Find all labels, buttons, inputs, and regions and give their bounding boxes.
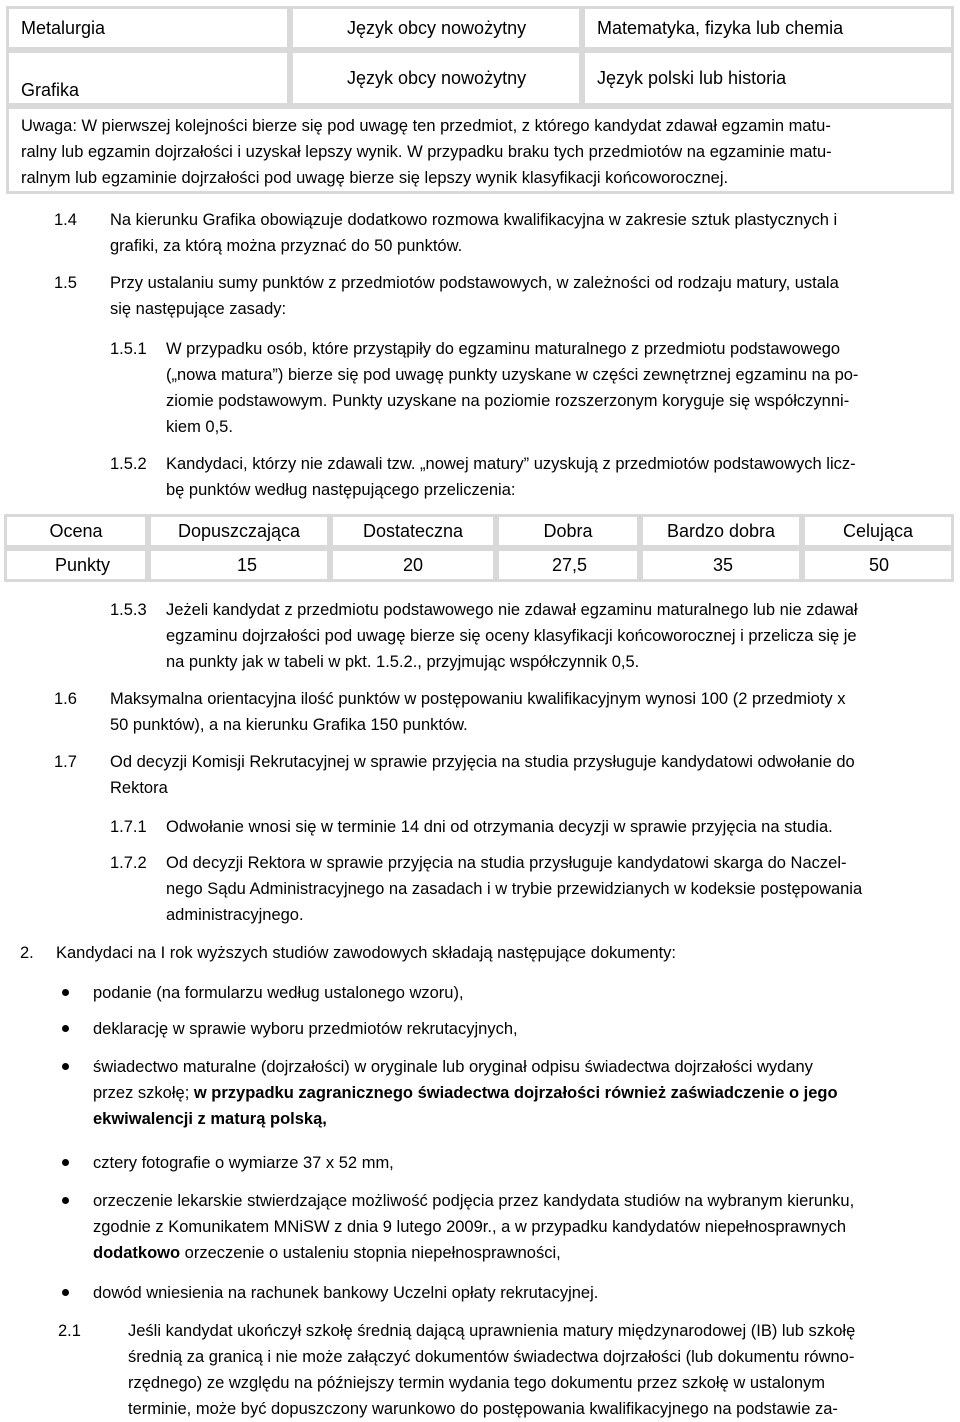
note-line: ralny lub egzamin dojrzałości i uzyskał lepszy wynik. W przypadku braku tych przedmiotów na egzaminie matu- <box>21 143 832 161</box>
list-item-text: cztery fotografie o wymiarze 37 x 52 mm, <box>93 1154 394 1172</box>
paragraph-line: terminie, może być dopuszczony warunkowo do postępowania kwalifikacyjnego na podstawie za- <box>128 1400 838 1418</box>
subject-field: Grafika <box>21 80 80 100</box>
bullet-icon <box>62 989 69 996</box>
table-header-cell: Dobra <box>496 514 640 548</box>
paragraph-line: grafiki, za którą można przyznać do 50 punktów. <box>110 237 463 255</box>
paragraph-line: nego Sądu Administracyjnego na zasadach i w trybie przewidzianych w kodeksie postępowania <box>166 880 863 898</box>
bullet-icon <box>62 1159 69 1166</box>
subject-language: Język obcy nowożytny <box>347 18 527 38</box>
paragraph-line: Kandydaci, którzy nie zdawali tzw. „nowej matury” uzyskują z przedmiotów podstawowych licz- <box>166 455 856 473</box>
paragraph-line: W przypadku osób, które przystąpiły do egzaminu maturalnego z przedmiotu podstawowego <box>166 340 841 358</box>
table-note <box>6 106 954 194</box>
paragraph-line: 50 punktów), a na kierunku Grafika 150 punktów. <box>110 716 468 734</box>
paragraph-line: Jeżeli kandydat z przedmiotu podstawowego nie zdawał egzaminu maturalnego lub nie zdawał <box>166 601 858 619</box>
table-cell: 20 <box>330 548 496 582</box>
section-number: 2.1 <box>58 1322 81 1340</box>
list-item-text: świadectwo maturalne (dojrzałości) w oryginale lub oryginał odpisu świadectwa dojrzałości wydany <box>93 1058 813 1076</box>
table-cell <box>290 50 582 106</box>
table-header-cell: Celująca <box>802 514 954 548</box>
table-cell: 15 <box>148 548 330 582</box>
paragraph-line: kiem 0,5. <box>166 418 233 436</box>
paragraph-line: Od decyzji Komisji Rekrutacyjnej w sprawie przyjęcia na studia przysługuje kandydatowi odwołanie do <box>110 753 855 771</box>
section-number: 1.7.1 <box>110 818 147 836</box>
list-item-text: orzeczenie lekarskie stwierdzające możliwość podjęcia przez kandydata studiów na wybranym kierunku, <box>93 1192 855 1210</box>
paragraph-line: na punkty jak w tabeli w pkt. 1.5.2., przyjmując współczynnik 0,5. <box>166 653 640 671</box>
section-number: 1.4 <box>54 211 77 229</box>
subject-other: Matematyka, fizyka lub chemia <box>597 18 844 38</box>
bullet-icon <box>62 1025 69 1032</box>
section-number: 1.6 <box>54 690 77 708</box>
paragraph-line: ziomie podstawowym. Punkty uzyskane na poziomie rozszerzonym koryguje się współczynni- <box>166 392 850 410</box>
list-item-text: zgodnie z Komunikatem MNiSW z dnia 9 lutego 2009r., a w przypadku kandydatów niepełnosprawnych <box>93 1218 846 1236</box>
section-number: 1.7.2 <box>110 854 147 872</box>
paragraph-line: Maksymalna orientacyjna ilość punktów w postępowaniu kwalifikacyjnym wynosi 100 (2 przedmioty x <box>110 690 846 708</box>
list-item-text: dowód wniesienia na rachunek bankowy Uczelni opłaty rekrutacyjnej. <box>93 1284 599 1302</box>
section-number: 1.7 <box>54 753 77 771</box>
section-number: 1.5.3 <box>110 601 147 619</box>
paragraph-line: się następujące zasady: <box>110 300 287 318</box>
subject-field: Metalurgia <box>21 18 106 38</box>
table-header-cell: Dostateczna <box>330 514 496 548</box>
paragraph-line: egzaminu dojrzałości pod uwagę bierze się oceny klasyfikacji końcoworocznej i przelicza się je <box>166 627 857 645</box>
list-item-text-bold: w przypadku zagranicznego świadectwa dojrzałości również zaświadczenie o jego <box>193 1084 838 1102</box>
table-cell <box>290 6 582 50</box>
table-cell: 35 <box>640 548 802 582</box>
subject-other: Język polski lub historia <box>597 68 787 88</box>
subject-language: Język obcy nowożytny <box>347 68 527 88</box>
bullet-icon <box>62 1197 69 1204</box>
table-header-cell: Bardzo dobra <box>640 514 802 548</box>
paragraph-line: Odwołanie wnosi się w terminie 14 dni od otrzymania decyzji w sprawie przyjęcia na studia. <box>166 818 833 836</box>
section-heading: Kandydaci na I rok wyższych studiów zawodowych składają następujące dokumenty: <box>56 944 676 962</box>
bullet-icon <box>62 1063 69 1070</box>
list-item-text-bold: ekwiwalencji z maturą polską, <box>93 1110 327 1128</box>
section-number: 1.5.2 <box>110 455 147 473</box>
table-cell: 50 <box>802 548 954 582</box>
table-cell <box>6 50 290 106</box>
paragraph-line: rzędnego) ze względu na późniejszy termin wydania tego dokumentu przez szkołę w ustalonym <box>128 1374 826 1392</box>
section-number: 1.5 <box>54 274 77 292</box>
list-item-text <box>93 1106 327 1132</box>
paragraph-line: Przy ustalaniu sumy punktów z przedmiotów podstawowych, w zależności od rodzaju matury, ustala <box>110 274 839 292</box>
table-cell <box>6 6 290 50</box>
table-cell: 27,5 <box>496 548 640 582</box>
table-header-cell: Ocena <box>4 514 148 548</box>
paragraph-line: („nowa matura”) bierze się pod uwagę punkty uzyskane w części zewnętrznej egzaminu na po- <box>166 366 859 384</box>
note-line: ralnym lub egzaminie dojrzałości pod uwagę bierze się lepszy wynik klasyfikacji końcoworocznej. <box>21 169 729 187</box>
list-item-text: deklarację w sprawie wyboru przedmiotów rekrutacyjnych, <box>93 1020 518 1038</box>
paragraph-line: Jeśli kandydat ukończył szkołę średnią dającą uprawnienia matury międzynarodowej (IB) lub szkołę <box>128 1322 856 1340</box>
paragraph-line: bę punktów według następującego przeliczenia: <box>166 481 516 499</box>
list-item-text: podanie (na formularzu według ustalonego wzoru), <box>93 984 464 1002</box>
paragraph-line: Od decyzji Rektora w sprawie przyjęcia na studia przysługuje kandydatowi skarga do Naczel- <box>166 854 847 872</box>
paragraph-line: administracyjnego. <box>166 906 304 924</box>
paragraph-line: Rektora <box>110 779 168 797</box>
table-cell <box>582 6 954 50</box>
section-number: 2. <box>20 944 34 962</box>
list-item-text-plain: przez szkołę; <box>93 1084 194 1102</box>
paragraph-line: średnią za granicą i nie może załączyć dokumentów świadectwa dojrzałości (lub dokumentu równo- <box>128 1348 855 1366</box>
list-item-text <box>93 1080 838 1106</box>
list-item-text-plain: orzeczenie o ustaleniu stopnia niepełnosprawności, <box>180 1244 561 1262</box>
table-header-cell: Dopuszczająca <box>148 514 330 548</box>
table-cell: Punkty <box>4 548 148 582</box>
note-line: Uwaga: W pierwszej kolejności bierze się pod uwagę ten przedmiot, z którego kandydat zdawał egzamin matu- <box>21 117 831 135</box>
list-item-text-bold: dodatkowo <box>93 1244 181 1262</box>
section-number: 1.5.1 <box>110 340 147 358</box>
list-item-text <box>93 1240 561 1266</box>
paragraph-line: Na kierunku Grafika obowiązuje dodatkowo rozmowa kwalifikacyjna w zakresie sztuk plastycznych i <box>110 211 838 229</box>
table-cell <box>582 50 954 106</box>
bullet-icon <box>62 1289 69 1296</box>
